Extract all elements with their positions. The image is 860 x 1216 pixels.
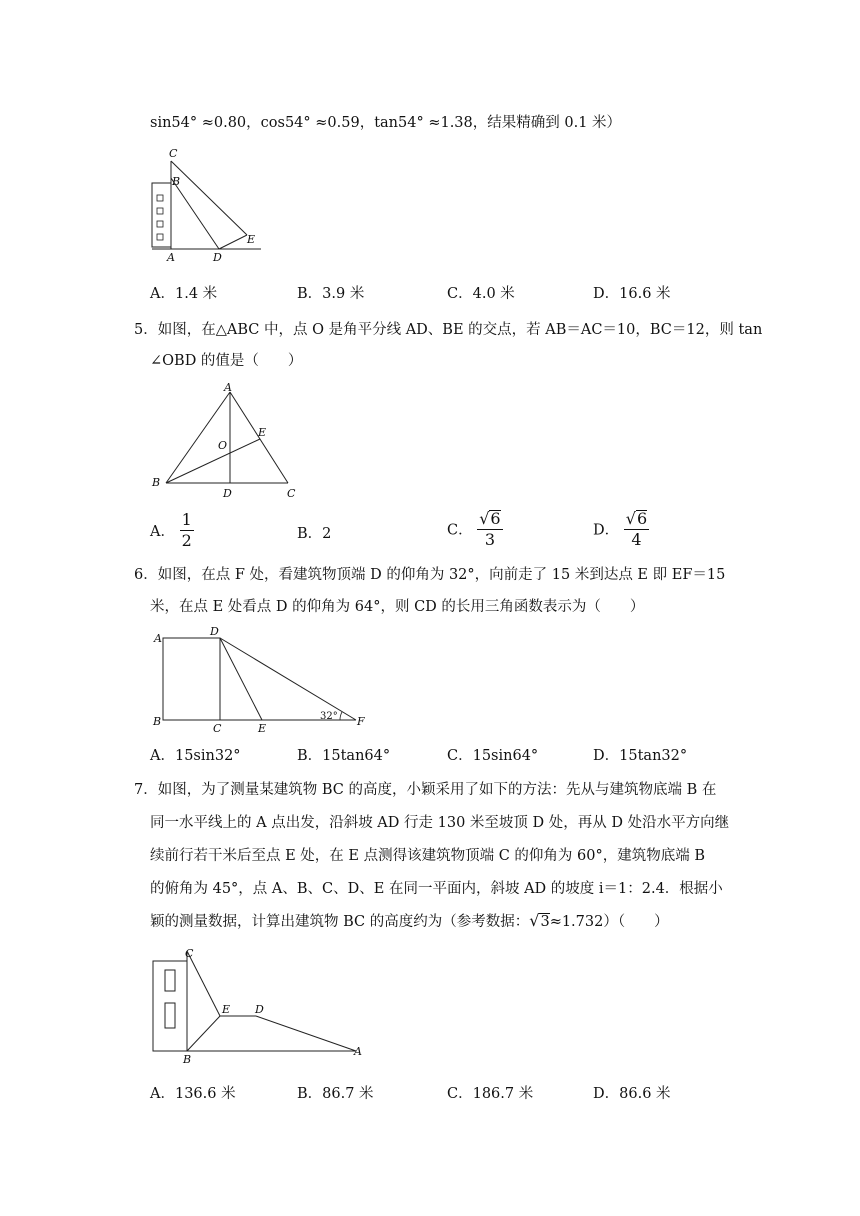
- q7-text-line3: 续前行若干米后至点 E 处，在 E 点测得该建筑物顶端 C 的仰角为 60°，建筑物底端 B: [150, 848, 705, 864]
- q4-option-a[interactable]: A．1.4 米: [150, 286, 218, 302]
- q7-option-a[interactable]: A．136.6 米: [150, 1086, 236, 1102]
- q6-label-B: B: [153, 715, 162, 728]
- q6-figure: [150, 622, 380, 737]
- q6-option-c[interactable]: C．15sin64°: [447, 748, 539, 764]
- q6-text-line2: 米，在点 E 处看点 D 的仰角为 64°，则 CD 的长用三角函数表示为（ ）: [150, 599, 645, 615]
- q6-label-E: E: [258, 722, 267, 735]
- q5-option-c[interactable]: C． $\frac{√6}{3}$: [447, 509, 501, 549]
- q5-label-C: C: [287, 487, 296, 500]
- q6-label-angle: 32°: [320, 711, 338, 722]
- q6-label-F: F: [357, 715, 365, 728]
- q4-label-C: C: [169, 147, 178, 160]
- q7-label-C: C: [185, 947, 194, 960]
- q7-label-B: B: [183, 1053, 192, 1066]
- q4-figure: [145, 145, 275, 265]
- q4-text-continuation: sin54° ≈0.80，cos54° ≈0.59，tan54° ≈1.38，结果精确到 0.1 米）: [150, 115, 622, 131]
- q7-label-D: D: [255, 1003, 264, 1016]
- q7-option-d[interactable]: D．86.6 米: [593, 1086, 671, 1102]
- q5-label-D: D: [223, 487, 232, 500]
- q7-label-A: A: [354, 1045, 362, 1058]
- q5-option-a[interactable]: A． $\frac{1}{2}$: [150, 510, 192, 550]
- q7-option-c[interactable]: C．186.7 米: [447, 1086, 534, 1102]
- q7-label-E: E: [222, 1003, 231, 1016]
- q5-option-b[interactable]: B．2: [297, 526, 332, 542]
- q5-label-E: E: [258, 426, 267, 439]
- q7-figure: [148, 945, 378, 1070]
- q7-text-line4: 的俯角为 45°，点 A、B、C、D、E 在同一平面内，斜坡 AD 的坡度 i＝1：2.4．根据小: [150, 881, 723, 897]
- q4-option-b[interactable]: B．3.9 米: [297, 286, 365, 302]
- q5-text-line2: ∠OBD 的值是（ ）: [150, 353, 303, 369]
- q6-option-d[interactable]: D．15tan32°: [593, 748, 688, 764]
- q7-text-line2: 同一水平线上的 A 点出发，沿斜坡 AD 行走 130 米至坡顶 D 处，再从 D 处沿水平方向继: [150, 815, 730, 831]
- q5-text-line1: 5．如图，在△ABC 中，点 O 是角平分线 AD、BE 的交点，若 AB＝AC＝10，BC＝12，则 tan: [134, 322, 763, 338]
- q5-label-O: O: [218, 439, 228, 452]
- q6-text-line1: 6．如图，在点 F 处，看建筑物顶端 D 的仰角为 32°，向前走了 15 米到达点 E 即 EF＝15: [134, 567, 726, 583]
- q4-option-c[interactable]: C．4.0 米: [447, 286, 515, 302]
- q6-option-a[interactable]: A．15sin32°: [150, 748, 241, 764]
- q6-label-C: C: [213, 722, 222, 735]
- q7-option-b[interactable]: B．86.7 米: [297, 1086, 374, 1102]
- q4-label-E: E: [247, 233, 256, 246]
- q6-label-A: A: [154, 632, 162, 645]
- q4-option-d[interactable]: D．16.6 米: [593, 286, 671, 302]
- q5-label-B: B: [152, 476, 161, 489]
- q5-label-A: A: [224, 381, 232, 394]
- q4-label-B: B: [172, 175, 181, 188]
- q6-label-D: D: [210, 625, 219, 638]
- q7-text-line5: 颖的测量数据，计算出建筑物 BC 的高度约为（参考数据：√3≈1.732）（ ）: [150, 911, 669, 930]
- q7-text-line1: 7．如图，为了测量某建筑物 BC 的高度，小颖采用了如下的方法：先从与建筑物底端 B 在: [134, 782, 717, 798]
- q5-figure: [148, 382, 308, 502]
- q5-option-d[interactable]: D． $\frac{√6}{4}$: [593, 509, 648, 549]
- q4-label-D: D: [213, 251, 222, 264]
- q4-label-A: A: [167, 251, 175, 264]
- q6-option-b[interactable]: B．15tan64°: [297, 748, 391, 764]
